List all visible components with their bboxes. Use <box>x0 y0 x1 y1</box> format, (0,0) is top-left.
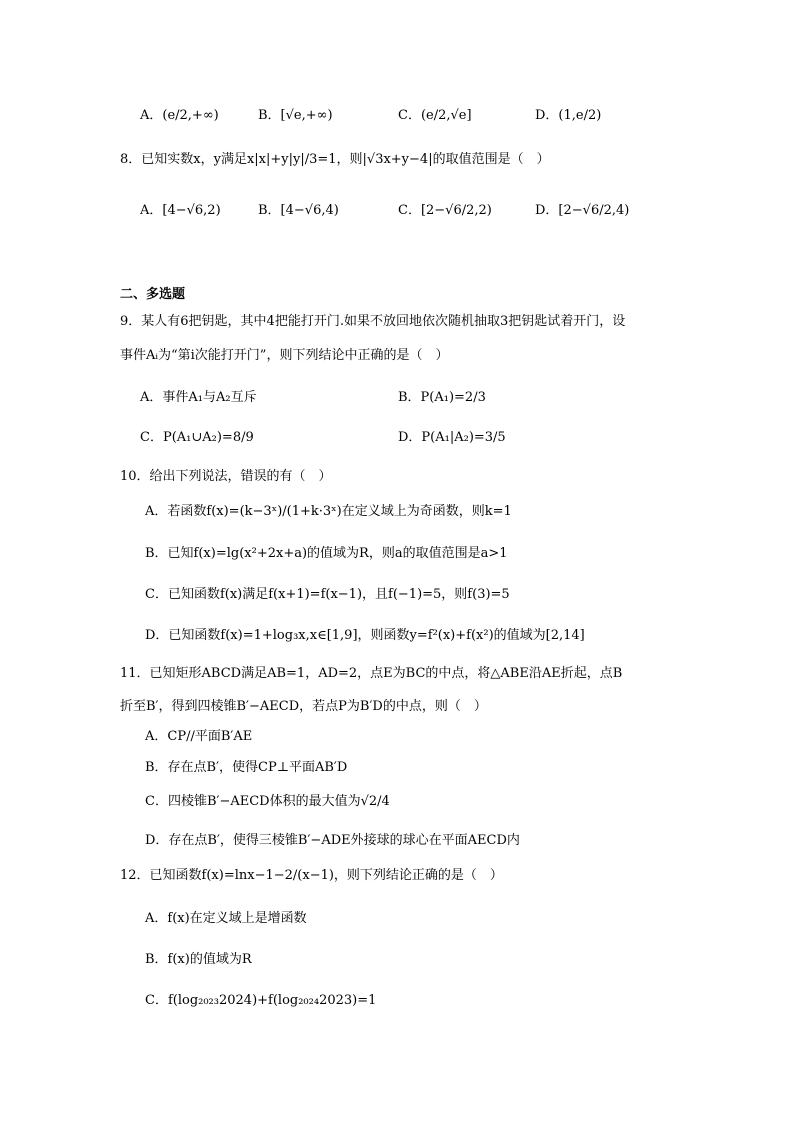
q10-option-d: D．已知函数f(x)=1+log₃x,x∈[1,9]，则函数y=f²(x)+f(x²)的值域为[2,14] <box>145 628 585 643</box>
q9-option-c: C．P(A₁∪A₂)=8/9 <box>140 430 254 445</box>
q9-option-a: A．事件A₁与A₂互斥 <box>140 390 257 405</box>
q11-option-b: B．存在点B′，使得CP⊥平面AB′D <box>145 760 348 775</box>
q7-option-a: A．(e/2,+∞) <box>140 108 219 123</box>
q10-option-b: B．已知f(x)=lg(x²+2x+a)的值域为R，则a的取值范围是a>1 <box>145 546 508 561</box>
q10-option-a: A．若函数f(x)=(k−3ˣ)/(1+k·3ˣ)在定义域上为奇函数，则k=1 <box>145 504 512 519</box>
q12-option-c: C．f(log₂₀₂₃2024)+f(log₂₀₂₄2023)=1 <box>145 993 377 1008</box>
q9-option-d: D．P(A₁|A₂)=3/5 <box>398 430 506 445</box>
q8-option-b: B．[4−√6,4) <box>258 203 339 218</box>
q12-option-b: B．f(x)的值域为R <box>145 952 252 967</box>
q11-option-a: A．CP//平面B′AE <box>145 729 253 744</box>
section-title: 二、多选题 <box>120 287 186 302</box>
q11-option-c: C．四棱锥B′−AECD体积的最大值为√2/4 <box>145 794 390 809</box>
q9-option-b: B．P(A₁)=2/3 <box>398 390 486 405</box>
q12-stem: 12．已知函数f(x)=lnx−1−2/(x−1)，则下列结论正确的是（ ） <box>120 868 503 883</box>
q7-option-b: B．[√e,+∞) <box>258 108 333 123</box>
q9-stem-line2: 事件Aᵢ为“第i次能打开门”，则下列结论中正确的是（ ） <box>120 348 449 363</box>
q7-option-d: D．(1,e/2) <box>535 108 602 123</box>
q11-stem-line2: 折至B′，得到四棱锥B′−AECD，若点P为B′D的中点，则（ ） <box>120 699 487 714</box>
q8-option-d: D．[2−√6/2,4) <box>535 203 630 218</box>
q11-option-d: D．存在点B′，使得三棱锥B′−ADE外接球的球心在平面AECD内 <box>145 833 520 848</box>
q10-stem: 10．给出下列说法，错误的有（ ） <box>120 469 332 484</box>
q9-stem-line1: 9．某人有6把钥匙，其中4把能打开门.如果不放回地依次随机抽取3把钥匙试着开门，设 <box>120 314 626 329</box>
q10-option-c: C．已知函数f(x)满足f(x+1)=f(x−1)，且f(−1)=5，则f(3)=5 <box>145 587 510 602</box>
q11-stem-line1: 11．已知矩形ABCD满足AB=1，AD=2，点E为BC的中点，将△ABE沿AE折起，点B <box>120 666 623 681</box>
q8-option-c: C．[2−√6/2,2) <box>398 203 492 218</box>
q7-option-c: C．(e/2,√e] <box>398 108 472 123</box>
q12-option-a: A．f(x)在定义域上是增函数 <box>145 911 307 926</box>
q8-option-a: A．[4−√6,2) <box>140 203 221 218</box>
q8-stem: 8．已知实数x，y满足x|x|+y|y|/3=1，则|√3x+y−4|的取值范围是（ ） <box>120 152 550 167</box>
